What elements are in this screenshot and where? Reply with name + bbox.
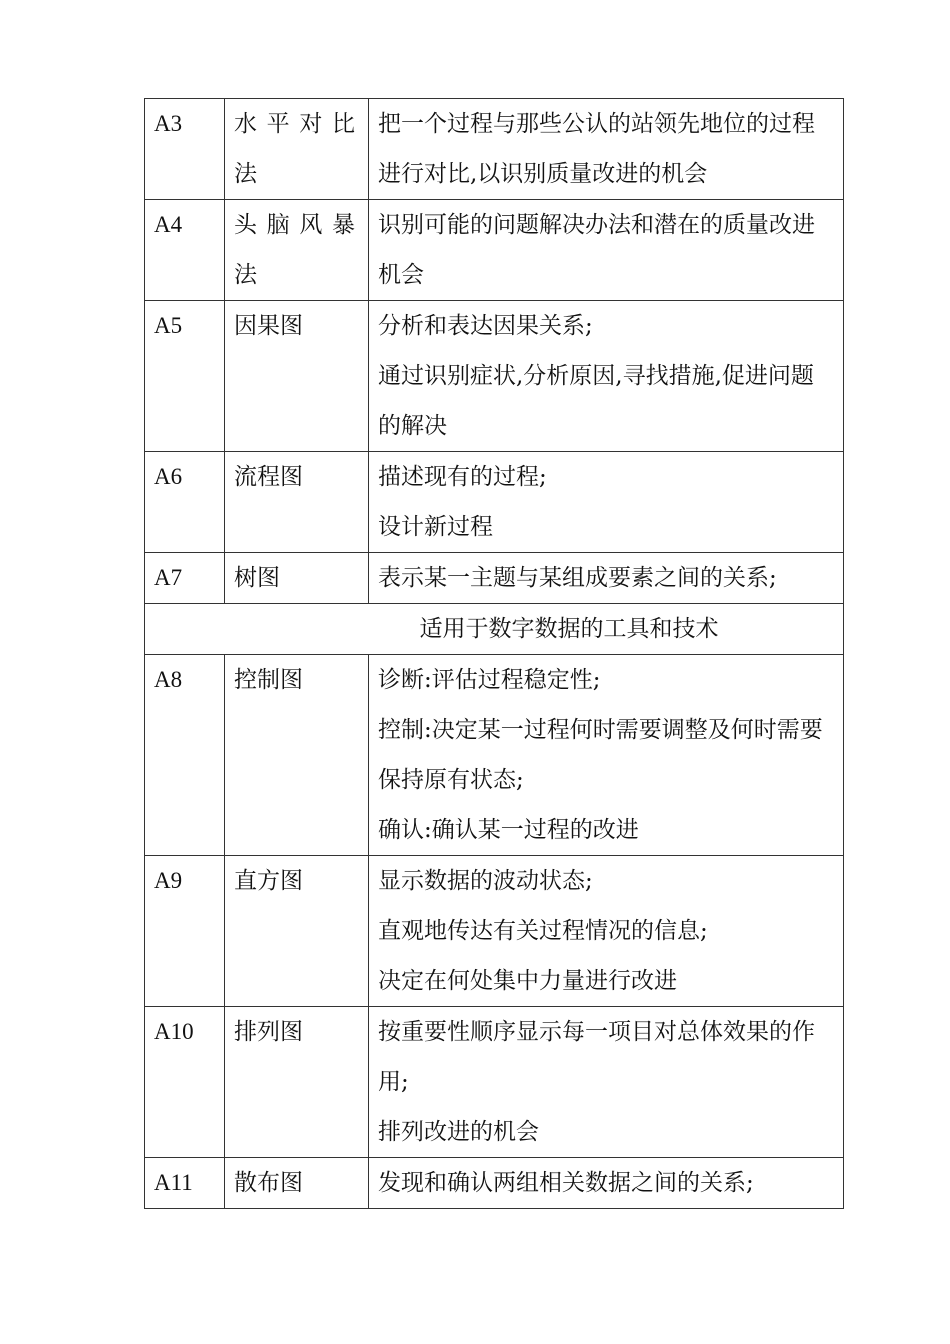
tool-name: 流程图: [234, 464, 303, 490]
tool-description-cell: [369, 301, 844, 452]
tool-description-cell: [369, 553, 844, 604]
tool-name-cell: [225, 1007, 369, 1158]
tool-description-cell: [369, 1158, 844, 1209]
tool-description: 确认:确认某一过程的改进: [378, 817, 639, 843]
tool-name-cell: [225, 99, 369, 200]
tool-name: 水平对比法: [234, 111, 360, 187]
tool-code: A11: [145, 1158, 225, 1209]
tool-description-cell: [369, 452, 844, 553]
tool-description: 设计新过程: [378, 514, 493, 540]
tool-name: 头脑风暴法: [234, 212, 360, 288]
tool-description: 分析和表达因果关系;: [378, 313, 593, 339]
table-row: [145, 200, 844, 301]
tool-name: 直方图: [234, 868, 303, 894]
tool-name: 排列图: [234, 1019, 303, 1045]
tool-description: 把一个过程与那些公认的站领先地位的过程进行对比,以识别质量改进的机会: [378, 111, 815, 187]
tool-description: 表示某一主题与某组成要素之间的关系;: [378, 565, 777, 591]
tools-table: [144, 98, 844, 1209]
tool-code: A9: [145, 856, 225, 1007]
section-title: 适用于数字数据的工具和技术: [145, 604, 844, 655]
tool-description: 直观地传达有关过程情况的信息;: [378, 918, 708, 944]
tool-name: 控制图: [234, 667, 303, 693]
tool-description-cell: [369, 99, 844, 200]
tool-name-cell: [225, 655, 369, 856]
tool-name: 散布图: [234, 1170, 303, 1196]
tool-code: A10: [145, 1007, 225, 1158]
tool-description-cell: [369, 200, 844, 301]
tool-description-cell: [369, 1007, 844, 1158]
tool-code: A7: [145, 553, 225, 604]
tool-description: 控制:决定某一过程何时需要调整及何时需要保持原有状态;: [378, 717, 823, 793]
tool-description: 发现和确认两组相关数据之间的关系;: [378, 1170, 754, 1196]
table-row: [145, 452, 844, 553]
table-row: [145, 301, 844, 452]
tool-name: 树图: [234, 565, 280, 591]
tool-code: A3: [145, 99, 225, 200]
tool-description: 显示数据的波动状态;: [378, 868, 593, 894]
tool-description: 描述现有的过程;: [378, 464, 547, 490]
tool-name-cell: [225, 200, 369, 301]
tool-code: A8: [145, 655, 225, 856]
tool-name: 因果图: [234, 313, 303, 339]
tool-description: 排列改进的机会: [378, 1119, 539, 1145]
tool-code: A4: [145, 200, 225, 301]
table-row: [145, 856, 844, 1007]
tool-name-cell: [225, 452, 369, 553]
section-row: [145, 604, 844, 655]
tool-description-cell: [369, 856, 844, 1007]
tool-description-cell: [369, 655, 844, 856]
tool-description: 识别可能的问题解决办法和潜在的质量改进机会: [378, 212, 815, 288]
tool-name-cell: [225, 856, 369, 1007]
tool-code: A5: [145, 301, 225, 452]
tool-description: 诊断:评估过程稳定性;: [378, 667, 601, 693]
table-row: [145, 553, 844, 604]
tool-name-cell: [225, 1158, 369, 1209]
tool-name-cell: [225, 301, 369, 452]
tool-description: 决定在何处集中力量进行改进: [378, 968, 677, 994]
table-row: [145, 1007, 844, 1158]
table-row: [145, 655, 844, 856]
table-row: [145, 99, 844, 200]
tool-name-cell: [225, 553, 369, 604]
tool-description: 通过识别症状,分析原因,寻找措施,促进问题的解决: [378, 363, 814, 439]
tool-description: 按重要性顺序显示每一项目对总体效果的作用;: [378, 1019, 815, 1095]
tool-code: A6: [145, 452, 225, 553]
table-row: [145, 1158, 844, 1209]
